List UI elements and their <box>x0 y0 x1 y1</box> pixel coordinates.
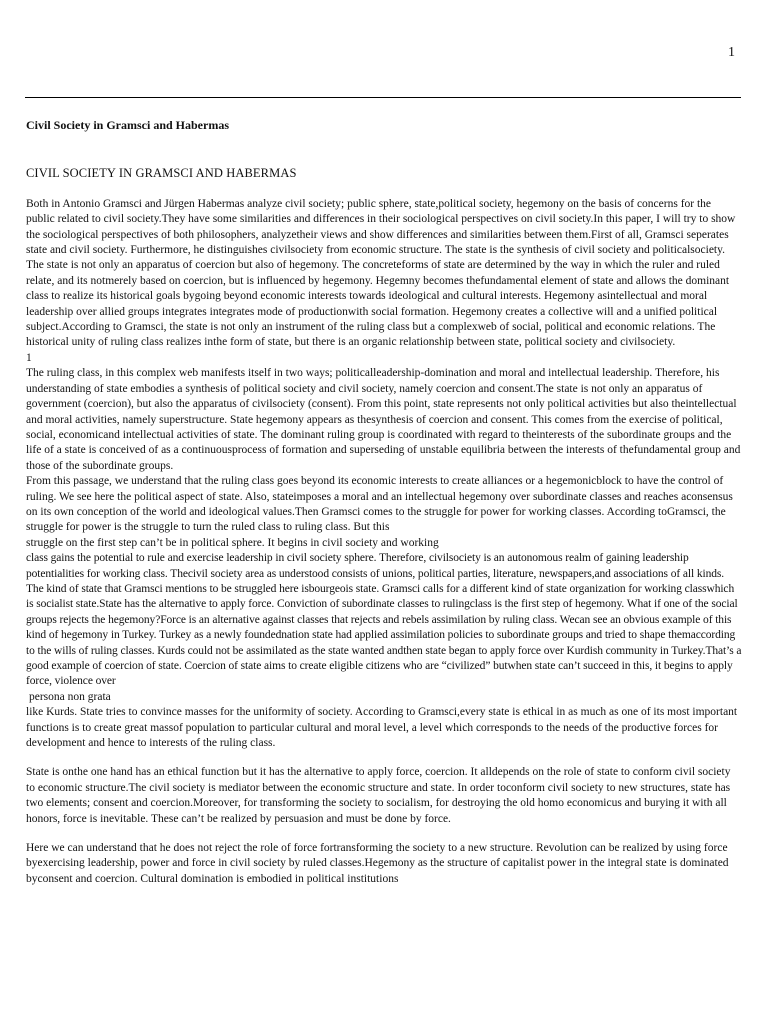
footnote-marker: 1 <box>26 351 32 364</box>
paragraph-passage: From this passage, we understand that the ruling class goes beyond its economic interests to create alliances or a hegemonicblock to have the control of ruling. We see here the political aspect of state. Also, stateimposes a moral and an intellectual hegemony over subordinate classes and reaches aconsensus on its own conception of the world and ideological values.Then Gramsci comes to the struggle for power for working classes. According toGramsci, the struggle for power is the struggle to turn the ruled class to ruling class. But this <box>26 475 733 534</box>
document-body <box>26 118 742 887</box>
header-divider <box>25 97 741 98</box>
section-heading: CIVIL SOCIETY IN GRAMSCI AND HABERMAS <box>26 166 297 181</box>
paragraph-ruling-class: The ruling class, in this complex web manifests itself in two ways; politicalleadership-domination and moral and intellectual leadership. Therefore, his understanding of state embodies a synthesis of political society and civil society, namely coercion and consent.The state is not only an apparatus of government (coercion), but also the apparatus of civilsociety (consent). From this point, state represents not only political activities but also theintellectual and moral activities, namely superstructure. State hegemony appears as thesynthesis of coercion and consent. This comes from the exercise of political, social, economicand intellectual activities of state. The dominant ruling group is coordinated with regard to theinterests of the subordinate groups and the life of a state is conceived of as a continuousprocess of formation and superseding of unstable equilibria between the interests of thefundamental group and those of the subordinate groups. <box>26 367 741 472</box>
document-title: Civil Society in Gramsci and Habermas <box>26 118 229 132</box>
paragraph-coercion: State is onthe one hand has an ethical function but it has the alternative to apply force, coercion. It alldepends on the role of state to conform civil society to economic structure.The civil society is mediator between the economic structure and state. In order toconform civil society to new structures, state has two elements; consent and coercion.Moreover, for transforming the society to socialism, for destroying the old homo economicus and burying it with all honors, force is inevitable. These can’t be realized by persuasion and must be done by force. <box>26 766 731 825</box>
paragraph-persona-non-grata: persona non grata <box>29 690 111 703</box>
paragraph-working-class: class gains the potential to rule and exercise leadership in civil society sphere. Therefore, civilsociety is an autonomous realm of gaining leadership potentialities for working class. Thecivil society area as understood consists of unions, political parties, literature, newspapers,and associations of all kinds. The kind of state that Gramsci mentions to be struggled here isbourgeois state. Gramsci calls for a different kind of state organization for working classwhich is socialist state.State has the alternative to apply force. Conviction of subordinate classes to rulingclass is the first step of hegemony. What if one of the social groups rejects the hegemony?Force is an alternative against classes that rejects and rebels assimilation by ruling class. Wecan see an obvious example of this kind of hegemony in Turkey. Turkey as a newly foundednation state had applied assimilation policies to subordinate groups and tried to shape themaccording to the wills of ruling classes. Kurds could not be assimilated as the state wanted andthen state began to apply force over Kurdish community in Turkey.That’s a good example of coercion of state. Coercion of state aims to create eligible citizens who are “civilized” butwhen state can’t succeed in this, it begins to apply force, violence over <box>26 552 742 688</box>
paragraph-intro: Both in Antonio Gramsci and Jürgen Habermas analyze civil society; public sphere, state,political society, hegemony on the basis of concerns for the public related to civil society.They have some similarities and differences in their sociological perspectives on civil society.In this paper, I will try to show the sociological perspectives of both philosophers, analyzetheir views and show differences and similarities between them.First of all, Gramsci seperates state and civil society. Furthermore, he distinguishes civilsociety from economic structure. The state is the synthesis of civil society and politicalsociety. The state is not only an apparatus of coercion but also of hegemony. The concreteforms of state are determined by the way in which the ruler and ruled relate, and its notmerely based on coercion, but is influenced by hegemony. Hegemny becomes thefundamental element of state and allows the dominant class to realize its historical goals bygoing beyond economic interests towards ideological and cultural interests. Hegemony asintellectual and moral leadership over allied groups integrates integrates mode of productionwith social formation. Hegemony creates a collective will and a unified political subject.According to Gramsci, the state is not only an instrument of the ruling class but a complexweb of social, political and economic relations. The historical unity of ruling class realizes inthe form of state, but there is an organic relationship between state, political society and civilsociety. <box>26 197 736 349</box>
paragraph-struggle-line: struggle on the first step can’t be in political sphere. It begins in civil society and working <box>26 536 439 549</box>
paragraph-revolution: Here we can understand that he does not reject the role of force fortransforming the society to a new structure. Revolution can be realized by using force byexercising leadership, power and force in civil society by ruled classes.Hegemony as the structure of capitalist power in the integral state is dominated byconsent and coercion. Cultural domination is embodied in political institutions <box>26 842 729 885</box>
paragraph-ethical-state: like Kurds. State tries to convince masses for the uniformity of society. According to Gramsci,every state is ethical in as much as one of its most important functions is to create great massof population to particular cultural and moral level, a level which corresponds to the needs of the productive forces for development and hence to interests of the ruling class. <box>26 706 738 750</box>
page-number: 1 <box>728 45 735 60</box>
